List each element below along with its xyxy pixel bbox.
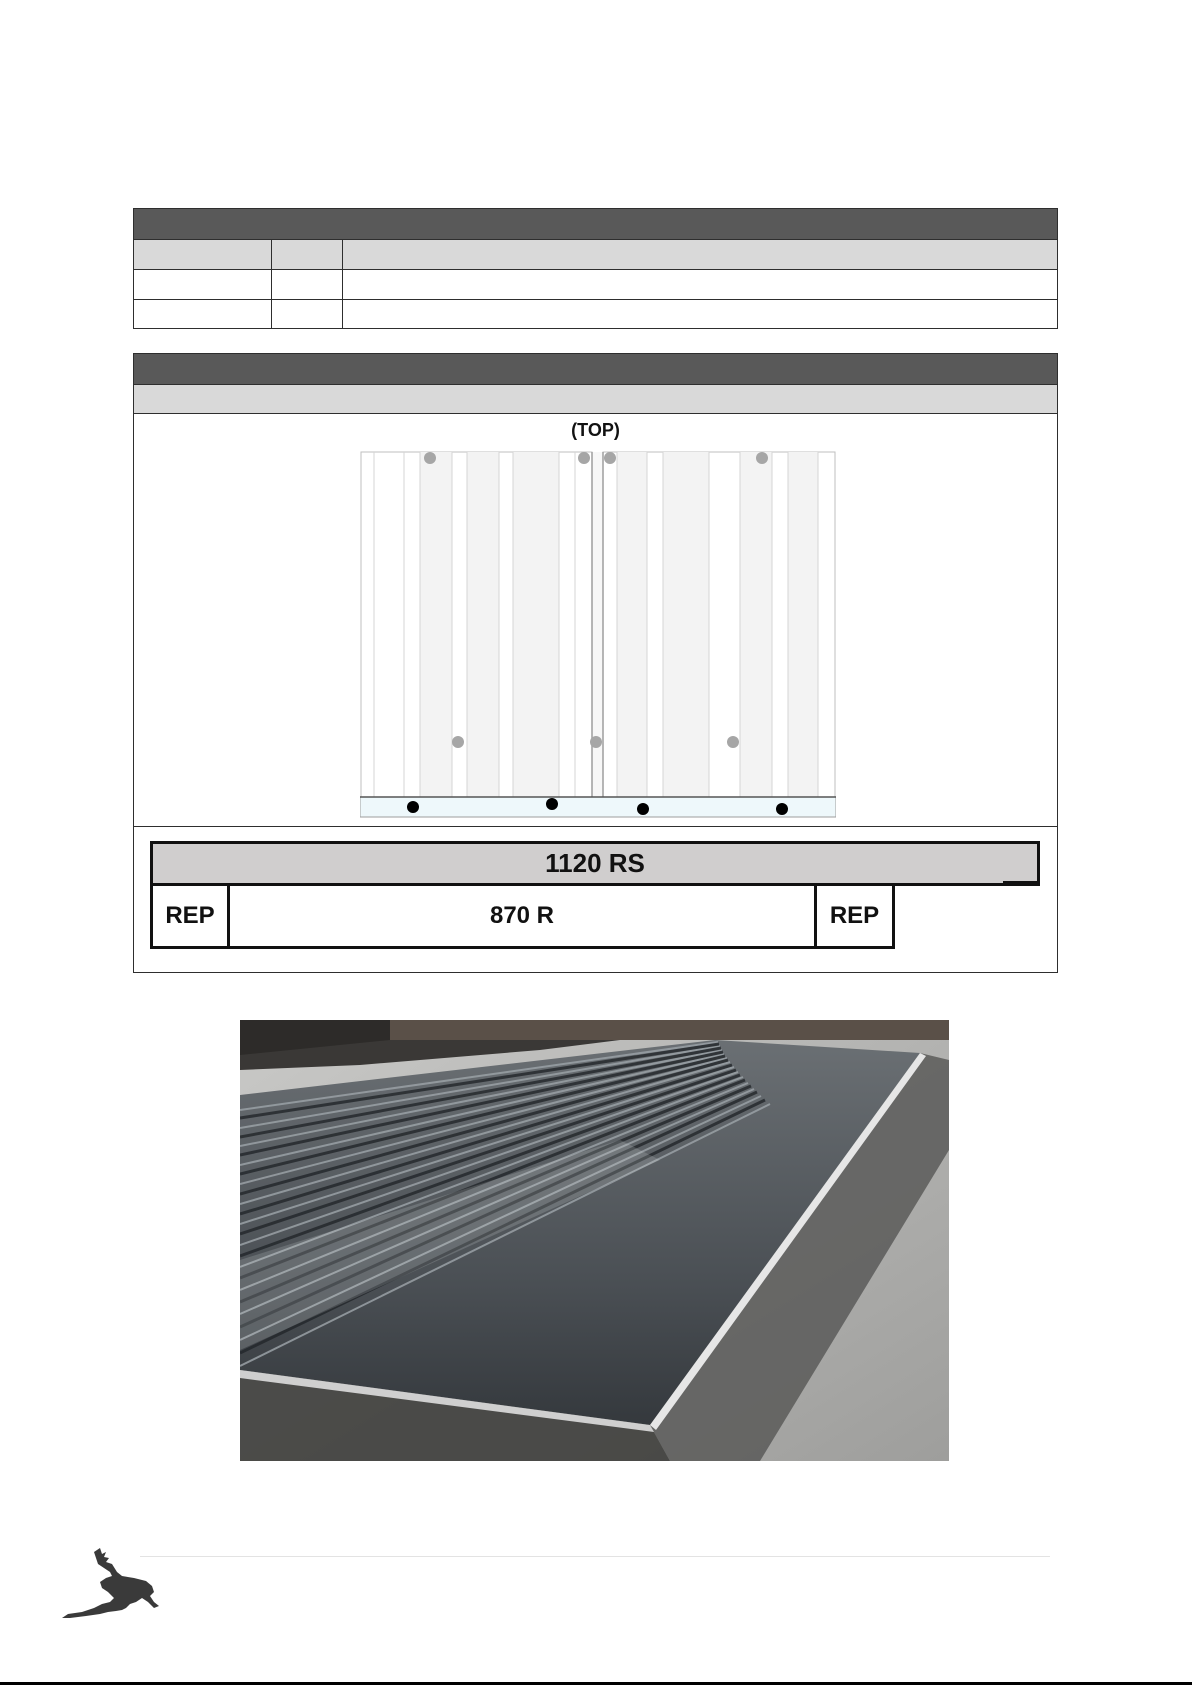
schedule-header-edge: [1003, 881, 1040, 886]
fastener-grey-icon: [604, 452, 616, 464]
schedule-cell-right: REP: [814, 883, 895, 949]
info-table-divider: [271, 239, 272, 328]
panel-sheet-left: [361, 452, 592, 797]
footer-divider: [140, 1556, 1050, 1557]
fastener-grey-icon: [756, 452, 768, 464]
leaping-deer-logo-icon: [62, 1548, 164, 1620]
panel-section-divider: [134, 826, 1057, 827]
info-table-header: [134, 209, 1057, 239]
panel-photo: [240, 1020, 949, 1461]
info-table: [133, 208, 1058, 329]
info-table-column-header-row: [134, 239, 1057, 270]
panel-section-subheader: [134, 384, 1057, 414]
schedule-header: 1120 RS: [150, 841, 1040, 886]
info-table-row: [134, 270, 1057, 300]
panel-schedule: [150, 841, 1040, 958]
panel-sheet-right: [603, 452, 835, 797]
fastener-black-icon: [546, 798, 558, 810]
fastener-black-icon: [637, 803, 649, 815]
fastener-black-icon: [776, 803, 788, 815]
panel-elevation-drawing: [360, 451, 836, 821]
fastener-grey-icon: [452, 736, 464, 748]
bottom-rail: [360, 797, 836, 817]
info-table-divider: [342, 239, 343, 328]
fastener-grey-icon: [727, 736, 739, 748]
schedule-cell-middle: 870 R: [227, 883, 817, 949]
schedule-cell-left: REP: [150, 883, 230, 949]
fastener-grey-icon: [590, 736, 602, 748]
fastener-grey-icon: [578, 452, 590, 464]
panel-section-header: [134, 354, 1057, 384]
top-orientation-label: (TOP): [571, 420, 620, 440]
info-table-row: [134, 300, 1057, 330]
fastener-grey-icon: [424, 452, 436, 464]
fastener-black-icon: [407, 801, 419, 813]
panel-section: [133, 353, 1058, 973]
